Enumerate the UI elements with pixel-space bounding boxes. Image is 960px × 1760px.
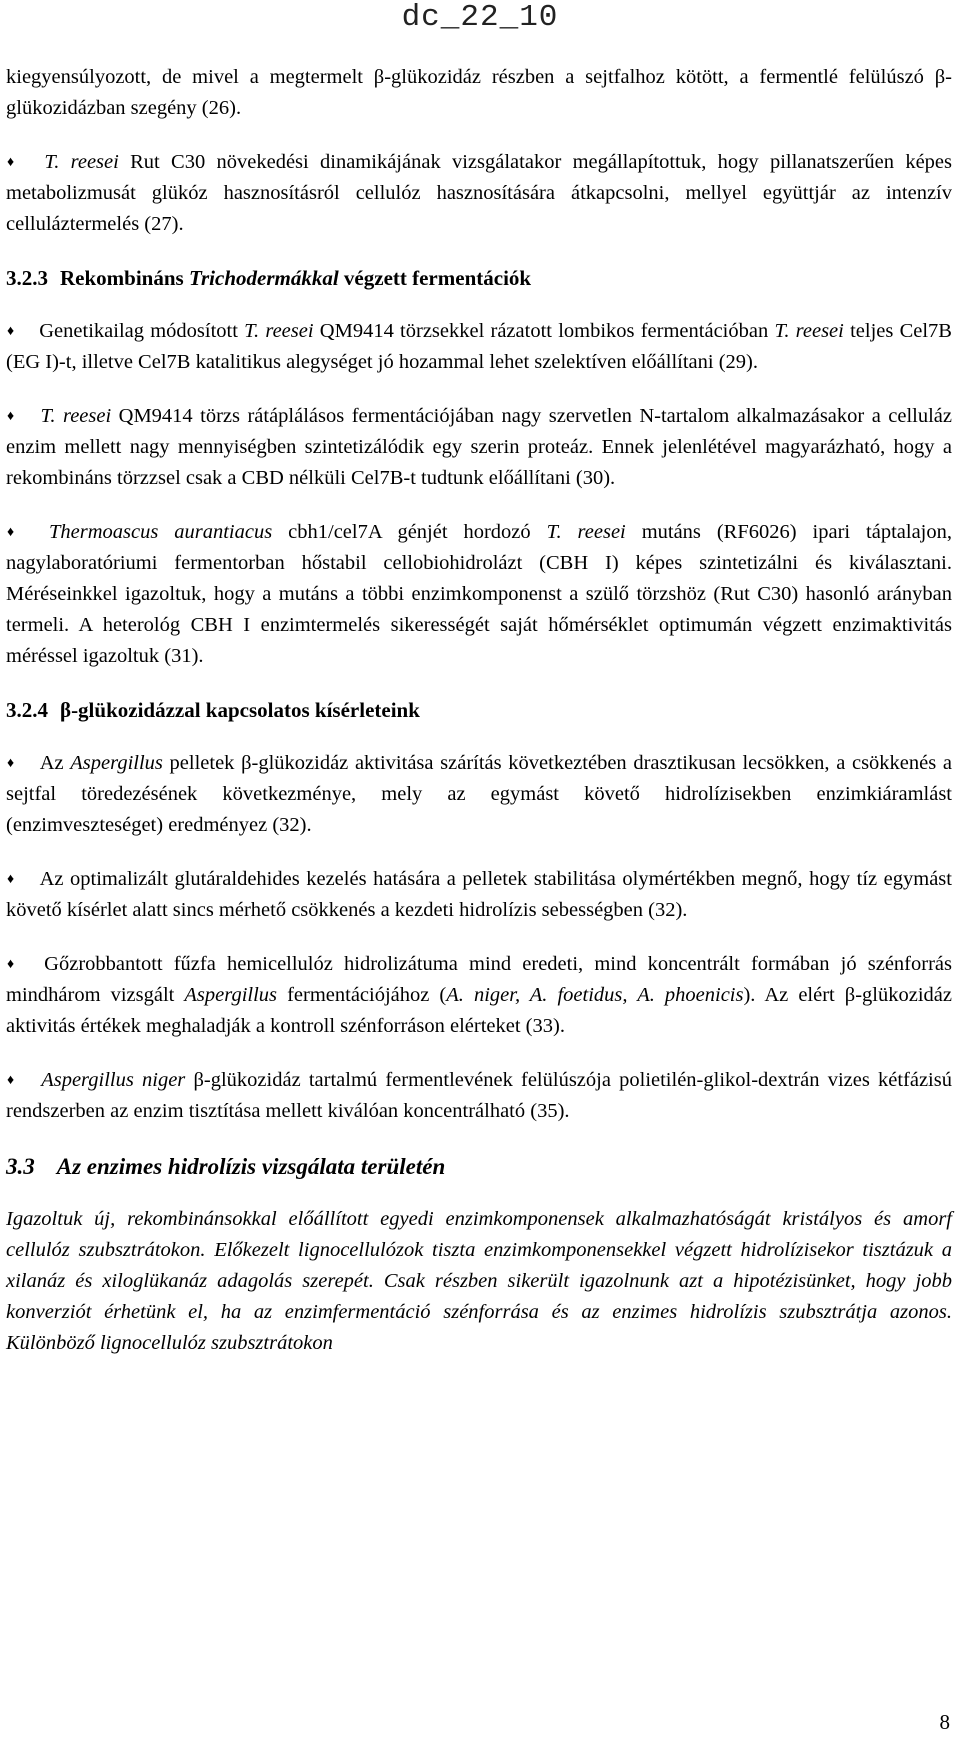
paragraph-text: ). Az elért β-glükozidáz aktivitás értékek meghaladják a kontroll szénforráson elérteket (33). [6,984,952,1037]
bullet-paragraph-thermoascus [6,517,952,672]
paragraph-text: mutáns (RF6026) ipari táptalajon, nagylaboratóriumi fermentorban hőstabil cellobiohidrolázt (CBH I) képes szintetizálni és kiválasztani. Méréseinkkel igazoltuk, hogy a mutáns a többi enzimkomponenst a szülő törzshöz (Rut C30) hasonló arányban termeli. A heterológ CBH I enzimtermelés sikerességét saját hőmérséklet optimumán végzett enzimaktivitás méréssel igazoltuk (31). [6,521,952,667]
paragraph-text: Rut C30 növekedési dinamikájának vizsgálatakor megállapítottuk, hogy pillanatszerűen képes metabolizmusát glükóz hasznosításról cellulóz hasznosítására átkapcsolni, mellyel együttjár az intenzív celluláztermelés (27). [6,151,952,235]
paragraph-text: Az [39,752,71,774]
paragraph-text: pelletek β-glükozidáz aktivitása szárítás következtében drasztikusan lecsökken, a csökkenés a sejtfal töredezésének következménye, mely az egymást követő hidrolízisekben enzimkiáramlást (enzimveszteséget) eredményez (32). [6,752,952,836]
paragraph-text: fermentációjához ( [277,984,447,1006]
paragraph-fermentation-summary: kiegyensúlyozott, de mivel a megtermelt β-glükozidáz részben a sejtfalhoz kötött, a fermentlé felülúszó β-glükozidázban szegény (26). [6,66,952,119]
heading-text: Az enzimes hidrolízis vizsgálata területén [56,1154,446,1179]
section-heading-3-2-4 [6,695,952,726]
section-number: 3.3 [6,1154,35,1179]
heading-text: Rekombináns [60,266,189,290]
species-name: Aspergillus niger [41,1069,186,1091]
bullet-paragraph-rut-c30 [6,147,952,240]
species-name: T. reesei [40,405,112,427]
bullet-paragraph-willow-hydrolysate [6,949,952,1042]
section-heading-3-3 [6,1150,952,1184]
heading-italic-text: Trichodermákkal [188,266,339,290]
species-name: Aspergillus [184,984,278,1006]
paragraph-text: cbh1/cel7A génjét hordozó [272,521,547,543]
paragraph-text: teljes Cel7B (EG I)-t, illetve Cel7B katalitikus alegységet jó hozammal lehet szelektíven előállítani (29). [6,320,952,373]
species-name: Thermoascus aurantiacus [48,521,273,543]
paragraph-text: β-glükozidáz tartalmú fermentlevének felülúszója polietilén-glikol-dextrán vizes kétfázisú rendszerben az enzim tisztítása mellett kiválóan koncentrálható (35). [6,1069,952,1122]
species-name: T. reesei [546,521,626,543]
bullet-paragraph-aspergillus-niger [6,1065,952,1127]
document-body [6,62,952,1359]
bullet-paragraph-aspergillus-pellets [6,748,952,841]
bullet-paragraph-genetically-modified [6,316,952,378]
section-number: 3.2.4 [6,698,48,722]
bullet-paragraph-qm9414 [6,401,952,494]
paragraph-text: Genetikailag módosított [39,320,245,342]
page-number: 8 [939,1710,950,1734]
section-heading-3-2-3 [6,263,952,294]
paragraph-enzymatic-hydrolysis: Igazoltuk új, rekombinánsokkal előállított egyedi enzimkomponensek alkalmazhatóságát kristályos és amorf cellulóz szubsztrátokon. Előkezelt lignocellulózok tiszta enzimkomponensekkel végzett hidrolízisekor tisztázuk a xilanáz és xiloglükanáz adagolás szerepét. Csak részben sikerült igazolnunk azt a hipotézisünket, hogy jobb konverziót érhetünk el, ha az enzimfermentáció szénforrása és az enzimes hidrolízis szubsztrátja azonos. Különböző lignocellulóz szubsztrátokon [6,1208,952,1354]
heading-text: β-glükozidázzal kapcsolatos kísérleteink [60,698,420,722]
document-id-header: dc_22_10 [401,0,559,35]
species-names: A. niger, A. foetidus, A. phoenicis [446,984,744,1006]
section-number: 3.2.3 [6,266,48,290]
species-name: T. reesei [244,320,314,342]
species-name: T. reesei [774,320,844,342]
paragraph-text: Gőzrobbantott fűzfa hemicellulóz hidrolizátuma mind eredeti, mind koncentrált formában jó szénforrás mindhárom vizsgált [6,953,952,1006]
heading-text: végzett fermentációk [338,266,532,290]
species-name: T. reesei [44,151,119,173]
paragraph-text: QM9414 törzs rátáplálásos fermentációjában nagy szervetlen N-tartalom alkalmazásakor a celluláz enzim mellett nagy mennyiségben szintetizálódik egy szerin proteáz. Ennek jelenlétével magyarázható, hogy a rekombináns törzzsel csak a CBD nélküli Cel7B-t tudtunk előállítani (30). [6,405,952,489]
paragraph-text: QM9414 törzsekkel rázatott lombikos fermentációban [313,320,775,342]
bullet-paragraph-glutaraldehyde: ♦ Az optimalizált glutáraldehides kezelés hatására a pelletek stabilitása olymértékben megnő, hogy tíz egymást követő kísérlet alatt sincs mérhető csökkenés a kezdeti hidrolízis sebességben (32). [6,864,952,926]
species-name: Aspergillus [70,752,163,774]
